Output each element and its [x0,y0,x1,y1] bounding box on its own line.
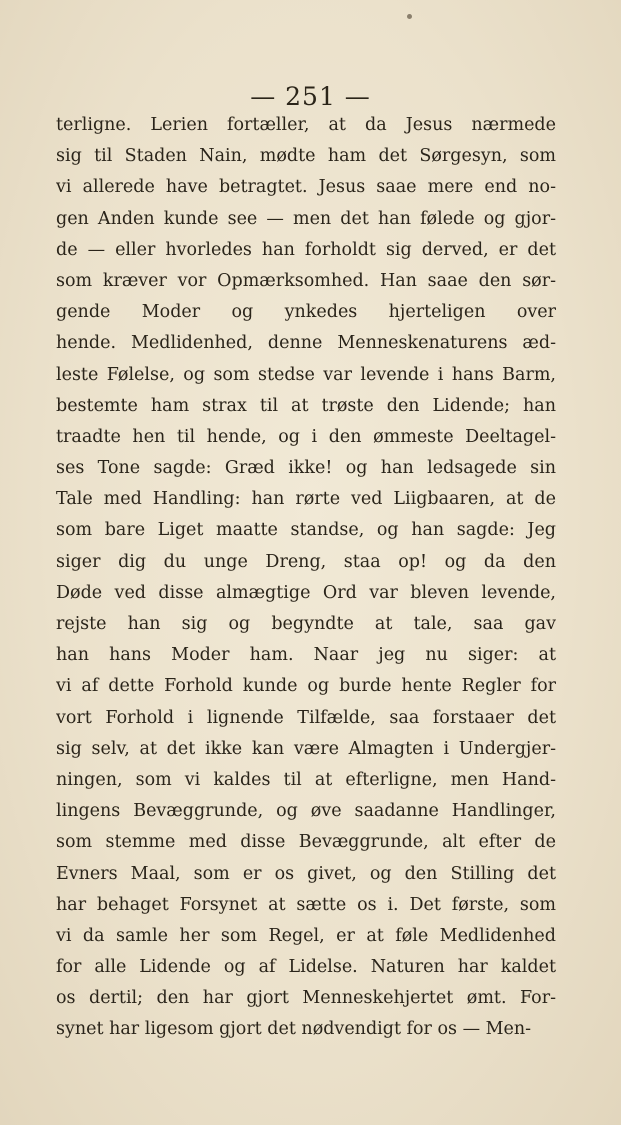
text-line: ses Tone sagde: Græd ikke! og han ledsagede sin [56,458,556,479]
text-line: os dertil; den har gjort Menneskehjertet ømt. For- [56,988,556,1009]
page-number-header: — 251 — [250,82,371,111]
text-line: vort Forhold i lignende Tilfælde, saa forstaaer det [56,707,556,728]
ink-speck [407,14,412,19]
text-line: gen Anden kunde see — men det han følede og gjor- [56,208,556,229]
text-line: vi af dette Forhold kunde og burde hente Regler for [56,676,556,697]
text-line: Tale med Handling: han rørte ved Liigbaaren, at de [56,489,556,510]
text-line: gende Moder og ynkedes hjerteligen over [56,302,556,323]
text-line: ningen, som vi kaldes til at efterligne, men Hand- [56,769,556,790]
text-line: sig til Staden Nain, mødte ham det Sørgesyn, som [56,146,556,167]
text-line: som stemme med disse Bevæggrunde, alt efter de [56,832,556,853]
text-line: traadte hen til hende, og i den ømmeste Deeltagel- [56,426,556,447]
text-line: bestemte ham strax til at trøste den Lidende; han [56,395,556,416]
page-body-text [56,110,556,1046]
text-line: har behaget Forsynet at sætte os i. Det første, som [56,894,556,915]
text-line: Døde ved disse almægtige Ord var bleven levende, [56,582,556,603]
text-line: siger dig du unge Dreng, staa op! og da den [56,551,556,572]
text-line: terligne. Lerien fortæller, at da Jesus nærmede [56,115,556,135]
text-line: lingens Bevæggrunde, og øve saadanne Handlinger, [56,801,556,822]
text-line: synet har ligesom gjort det nødvendigt for os — Men- [56,1019,532,1040]
text-line: rejste han sig og begyndte at tale, saa gav [56,614,556,634]
text-line: sig selv, at det ikke kan være Almagten i Undergjer- [56,738,556,759]
text-line: hende. Medlidenhed, denne Menneskenaturens æd- [56,333,556,354]
text-line: vi da samle her som Regel, er at føle Medlidenhed [56,925,556,946]
text-line: Evners Maal, som er os givet, og den Stilling det [56,863,556,884]
text-line: de — eller hvorledes han forholdt sig derved, er det [56,239,556,260]
text-line: vi allerede have betragtet. Jesus saae mere end no- [56,177,556,198]
text-line: for alle Lidende og af Lidelse. Naturen har kaldet [56,957,556,978]
text-line: som bare Liget maatte standse, og han sagde: Jeg [56,520,556,541]
text-line: han hans Moder ham. Naar jeg nu siger: at [56,645,556,666]
text-line: som kræver vor Opmærksomhed. Han saae den sør- [56,270,556,291]
text-line: leste Følelse, og som stedse var levende i hans Barm, [56,364,556,385]
